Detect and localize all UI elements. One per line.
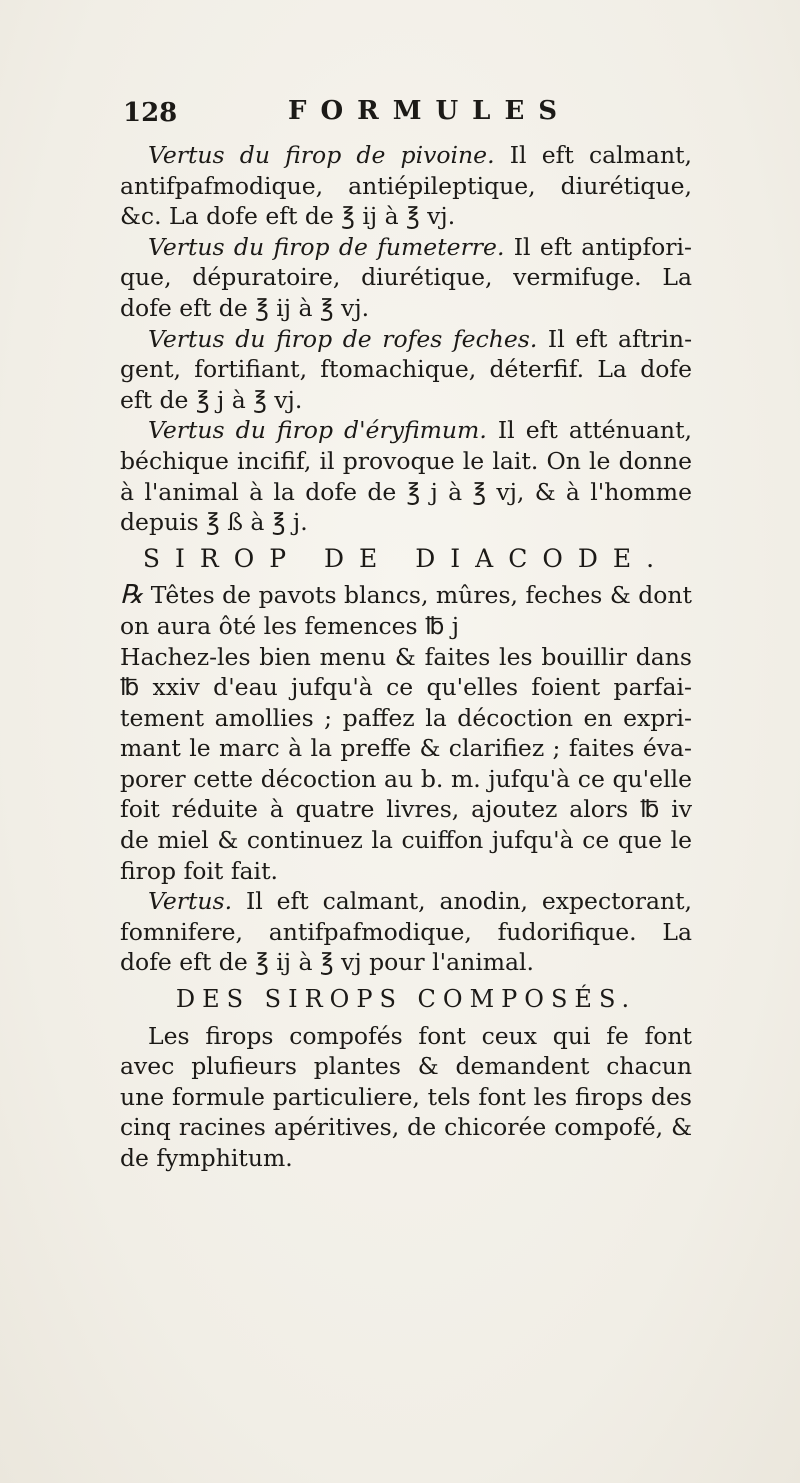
paragraph-text: Il eft aftringent, fortifiant, ftomachique, déterfif. La dofe eft de ℥ j à ℥ vj. xyxy=(120,324,693,414)
section-heading-diacode: SIROP DE DIACODE. xyxy=(142,543,670,573)
paragraph-text: Il eft antipforique, dépuratoire, diurétique, vermifuge. La dofe eft de ℥ ij à ℥ vj. xyxy=(120,232,692,322)
page-number: 128 xyxy=(123,98,178,128)
recipe-ingredient-text: Têtes de pavots blancs, mûres, feches & dont on aura ôté les femences ℔ j xyxy=(120,581,692,640)
paragraph-lead: Vertus du firop d'éryfimum. xyxy=(148,416,487,445)
paragraph-composes: Les firops compofés font ceux qui fe font avec plufieurs plantes & demandent chacun une formule particuliere, tels font les firops des cinq racines apéritives, de chicorée compofé, & de fymphitum. xyxy=(120,1021,692,1172)
paragraph-text: Il eft calmant, antifpafmodique, antiépileptique, diurétique, &c. La dofe eft de ℥ ij à ℥ vj. xyxy=(120,141,692,231)
paragraph-text: Il eft atténuant, béchique incifif, il provoque le lait. On le donne à l'animal à la dofe de ℥ j à ℥ vj, & à l'homme depuis ℥ ß à ℥ j. xyxy=(120,416,692,537)
paragraph-eryfimum xyxy=(120,415,692,537)
paragraph-rofes xyxy=(120,324,692,416)
paragraph-lead: Vertus du firop de rofes feches. xyxy=(148,324,538,353)
paragraph-lead: Vertus du firop de fumeterre. xyxy=(148,232,505,261)
paragraph-lead: Vertus du firop de pivoine. xyxy=(148,141,495,169)
recipe-ingredient xyxy=(120,580,692,641)
recipe-instructions: Hachez-les bien menu & faites les bouillir dans ℔ xxiv d'eau jufqu'à ce qu'elles foient parfaitement amollies ; paffez la décoction en exprimant le marc à la preffe & clarifiez ; faites évaporer cette décoction au b. m. jufqu'à ce qu'elle foit réduite à quatre livres, ajoutez alors ℔ iv de miel & continuez la cuiffon jufqu'à ce que le firop foit fait. xyxy=(120,642,692,885)
recipe-symbol: ℞ xyxy=(120,580,144,611)
section-heading-composes: DES SIROPS COMPOSÉS. xyxy=(175,985,637,1014)
recipe-vertus xyxy=(120,886,692,978)
paragraph-text: Il eft calmant, anodin, expectorant, fomnifere, antifpafmodique, fudorifique. La dofe eft de ℥ ij à ℥ vj pour l'animal. xyxy=(120,887,692,977)
paragraph-pivoine xyxy=(120,140,692,232)
body-text xyxy=(120,140,692,1174)
page-header xyxy=(123,96,683,136)
paragraph-fumeterre xyxy=(120,232,692,324)
paragraph-lead: Vertus. xyxy=(148,887,233,916)
running-title: FORMULES xyxy=(288,96,572,126)
